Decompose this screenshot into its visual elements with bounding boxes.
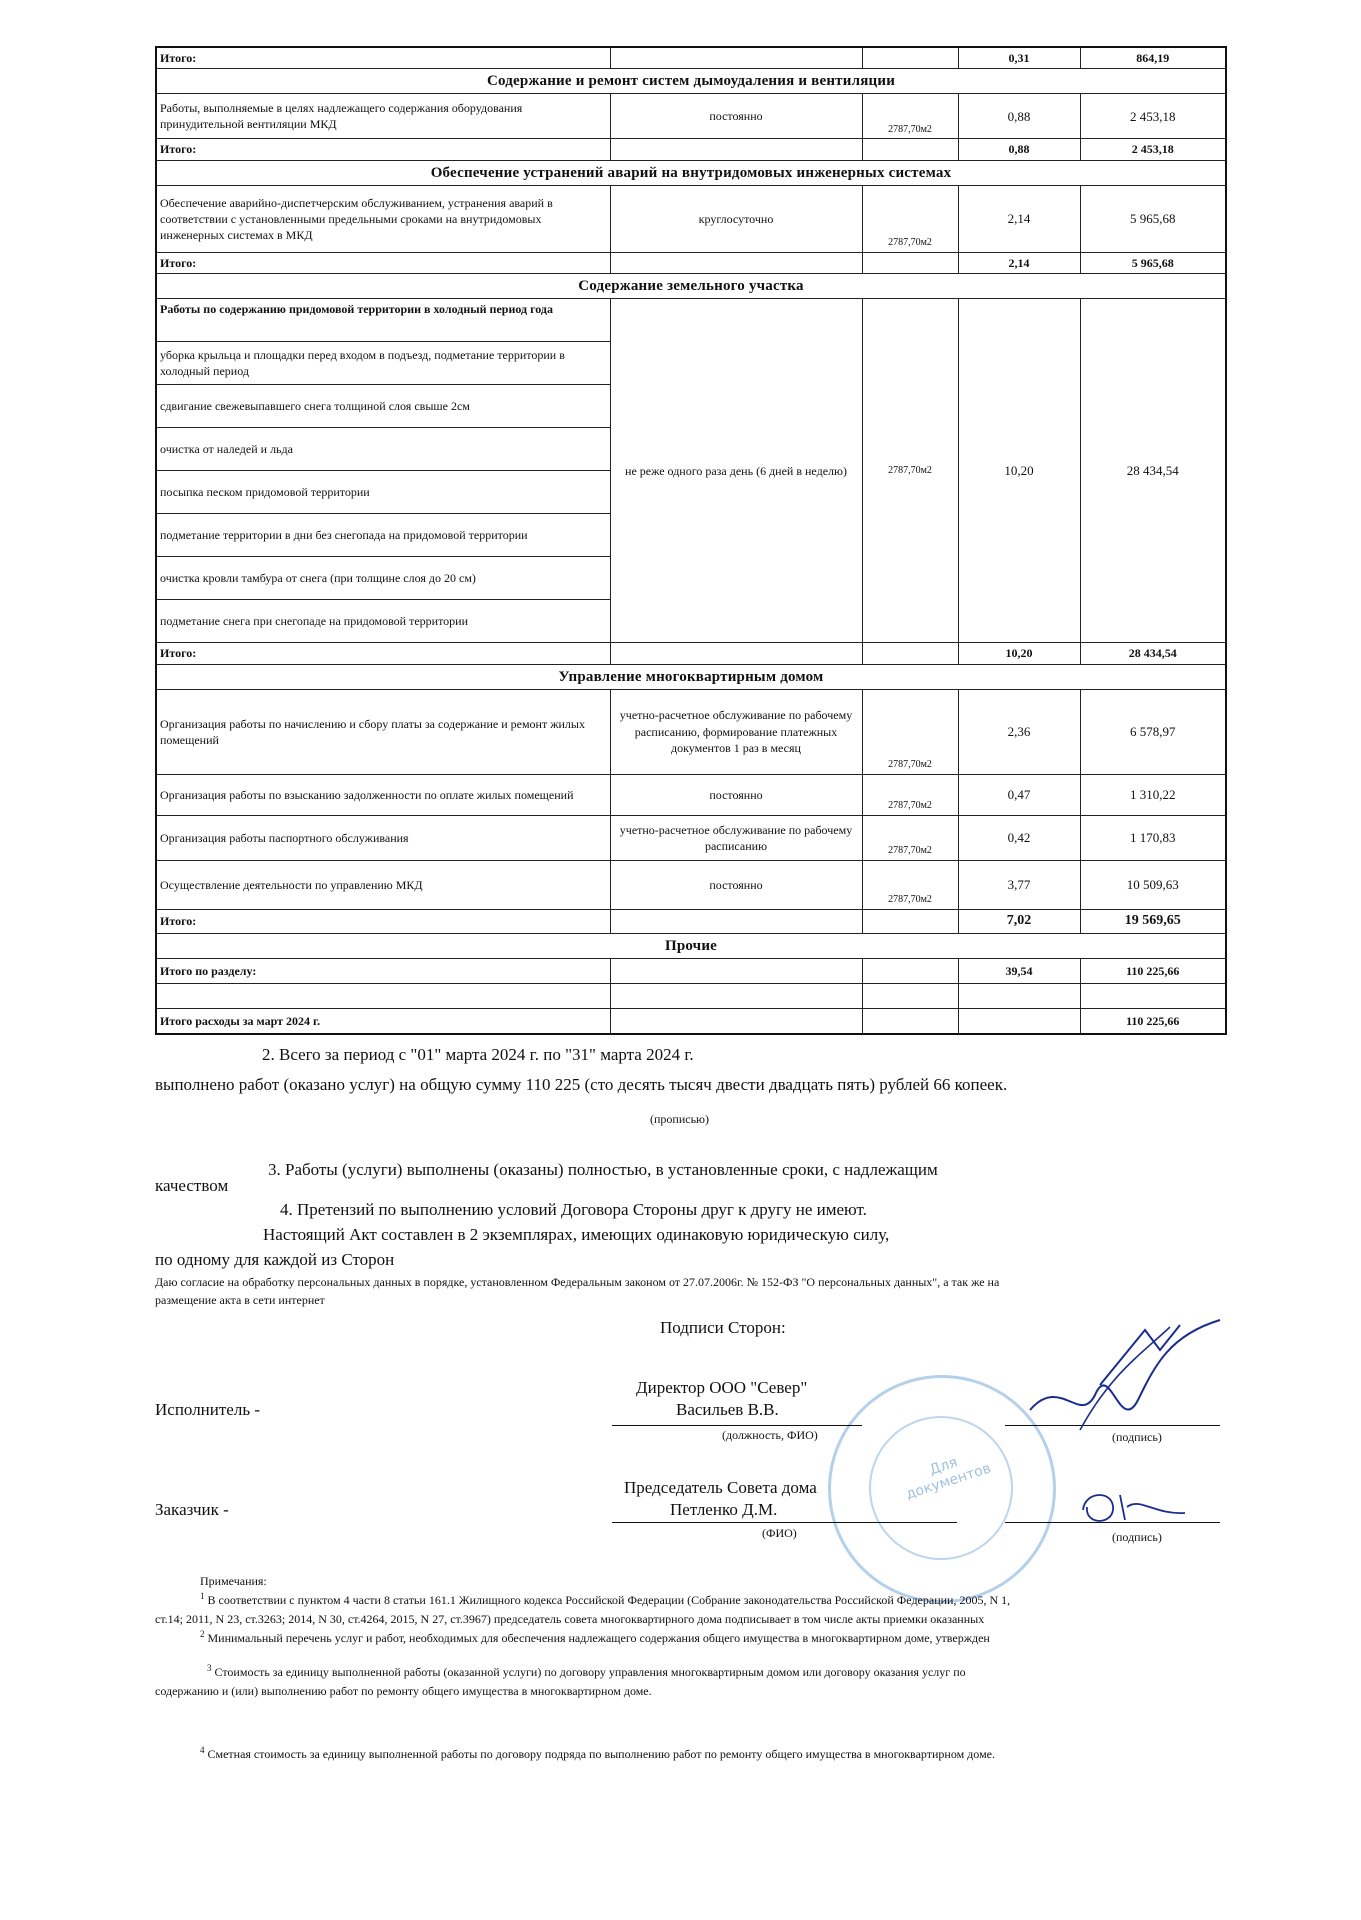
land-header-row (156, 299, 1226, 342)
cell-c3: 2787,70м2 (862, 185, 958, 252)
cell-c1: Итого: (156, 139, 610, 160)
paragraph-3-word: качеством (155, 1176, 229, 1195)
table-row: Организация работы паспортного обслуживания учетно-расчетное обслуживание по рабочему расписанию 2787,70м2 0,42 1 170,83 (156, 815, 1226, 860)
cell-c5: 2 453,18 (1080, 94, 1226, 139)
note-1: $^1$ В соответствии с пунктом 4 части 8 статьи 161.1 Жилищного кодекса Российской Федерации (Собрание законодательства Российской Федерации, 2005, N 1, ст.14; 2011, N 23, ст.3263; 2014, N 30, ст.4264, 2015, N 27, ст.3967) председатель совета многоквартирного дома подписывает в том числе акты приемки оказанных $^2$ Минимальный перечень услуг и работ, необходимых для обеспечения надлежащего содержания общего имущества в многоквартирном доме, утвержден (155, 1591, 1011, 1646)
section-title: Содержание и ремонт систем дымоудаления и вентиляции (156, 69, 1226, 94)
management-block (156, 664, 1226, 1034)
section-row (156, 69, 1226, 94)
total-row (156, 47, 1226, 69)
cell-c2: круглосуточно (610, 185, 862, 252)
executor-position: Директор ООО "Север" (636, 1378, 808, 1397)
cell-c3: 2787,70м2 (862, 94, 958, 139)
section-title: Прочие (156, 933, 1226, 958)
cell-c1: Итого: (156, 252, 610, 273)
land-cost: 28 434,54 (1080, 299, 1226, 643)
cell-c5: 864,19 (1080, 47, 1226, 69)
land-periodicity: не реже одного раза день (6 дней в неделю) (610, 299, 862, 643)
paragraph-5-line1: Настоящий Акт составлен в 2 экземплярах, имеющих одинаковую юридическую силу, (263, 1225, 890, 1244)
land-sub-item: сдвигание свежевыпавшего снега толщиной слоя свыше 2см (156, 385, 610, 428)
cell-c5: 5 965,68 (1080, 252, 1226, 273)
total-row (156, 252, 1226, 273)
land-rate: 10,20 (958, 299, 1080, 643)
cell-c1: Работы, выполняемые в целях надлежащего содержания оборудования принудительной вентиляции МКД (156, 94, 610, 139)
executor-sign-caption: (подпись) (1112, 1430, 1162, 1444)
total-label: Итого: (156, 643, 610, 664)
land-sub-item: посыпка песком придомовой территории (156, 471, 610, 514)
land-sub-item: подметание территории в дни без снегопада на придомовой территории (156, 514, 610, 557)
notes-title: Примечания: (200, 1574, 267, 1588)
section-title: Управление многоквартирным домом (156, 664, 1226, 689)
total-row (156, 139, 1226, 160)
customer-name: Петленко Д.М. (670, 1500, 778, 1519)
land-total-cost: 28 434,54 (1080, 643, 1226, 664)
land-sub-item: очистка кровли тамбура от снега (при толщине слоя до 20 см) (156, 557, 610, 600)
act-sheet (155, 46, 1225, 1035)
section-total-row: Итого по разделу: 39,54 110 225,66 (156, 958, 1226, 983)
stamp: Для документов (828, 1375, 1056, 1603)
land-area: 2787,70м2 (862, 299, 958, 643)
customer-position: Председатель Совета дома (624, 1478, 817, 1497)
customer-signature (1075, 1485, 1195, 1530)
services-table (155, 46, 1227, 1035)
table-row: Организация работы по взысканию задолженности по оплате жилых помещений постоянно 2787,70м2 0,47 1 310,22 (156, 774, 1226, 815)
executor-name: Васильев В.В. (676, 1400, 779, 1419)
executor-caption: (должность, ФИО) (722, 1428, 818, 1442)
table-row: Организация работы по начислению и сбору платы за содержание и ремонт жилых помещений учетно-расчетное обслуживание по рабочему расписанию, формирование платежных документов 1 раз в месяц 2787,70м2 2,36 6 578,97 (156, 689, 1226, 774)
section-row (156, 160, 1226, 185)
cell-c2: постоянно (610, 94, 862, 139)
cell-c4: 0,31 (958, 47, 1080, 69)
table-body-top (156, 47, 1226, 299)
executor-label: Исполнитель - (155, 1400, 260, 1419)
paragraph-5-line2: по одному для каждой из Сторон (155, 1250, 395, 1269)
management-total-row: Итого: 7,02 19 569,65 (156, 909, 1226, 933)
cell-c4: 0,88 (958, 94, 1080, 139)
section-title: Содержание земельного участка (156, 274, 1226, 299)
land-total-rate: 10,20 (958, 643, 1080, 664)
customer-sign-caption: (подпись) (1112, 1530, 1162, 1544)
customer-label: Заказчик - (155, 1500, 229, 1519)
paragraph-4: 4. Претензий по выполнению условий Договора Стороны друг к другу не имеют. (280, 1200, 867, 1219)
land-sub-item: уборка крыльца и площадки перед входом в подъезд, подметание территории в холодный период (156, 342, 610, 385)
cell-c1: Итого: (156, 47, 610, 69)
note-3: $^3$ Стоимость за единицу выполненной работы (оказанной услуги) по договору управления многоквартирным домом или договору оказания услуг по содержанию и (или) выполнению работ по ремонту общего имущества в многоквартирном доме. (155, 1663, 966, 1698)
cell-c4: 2,14 (958, 185, 1080, 252)
land-total-row (156, 643, 1226, 664)
section-row (156, 274, 1226, 299)
signatures-title: Подписи Сторон: (660, 1318, 786, 1337)
in-words-caption: (прописью) (650, 1112, 710, 1126)
executor-line (612, 1425, 862, 1426)
land-header: Работы по содержанию придомовой территории в холодный период года (156, 299, 610, 342)
consent-line1: Даю согласие на обработку персональных данных в порядке, установленном Федеральным законом от 27.07.2006г. № 152-ФЗ "О персональных данных", а так же на (155, 1275, 1000, 1289)
table-row (156, 185, 1226, 252)
cell-c5: 5 965,68 (1080, 185, 1226, 252)
land-sub-item: подметание снега при снегопаде на придомовой территории (156, 600, 610, 643)
paragraph-3: 3. Работы (услуги) выполнены (оказаны) полностью, в установленные сроки, с надлежащим (268, 1160, 938, 1179)
cell-c4: 0,88 (958, 139, 1080, 160)
cell-c5: 2 453,18 (1080, 139, 1226, 160)
table-row: Осуществление деятельности по управлению МКД постоянно 2787,70м2 3,77 10 509,63 (156, 860, 1226, 909)
consent-line2: размещение акта в сети интернет (155, 1293, 325, 1307)
customer-caption: (ФИО) (762, 1526, 797, 1540)
cell-c4: 2,14 (958, 252, 1080, 273)
land-sub-item: очистка от наледей и льда (156, 428, 610, 471)
month-total-row: Итого расходы за март 2024 г. 110 225,66 (156, 1008, 1226, 1034)
customer-line (612, 1522, 957, 1523)
executor-signature (1020, 1315, 1225, 1450)
table-row (156, 94, 1226, 139)
cell-c1: Обеспечение аварийно-диспетчерским обслуживанием, устранения аварий в соответствии с установленными предельными сроками на внутридомовых инженерных системах в МКД (156, 185, 610, 252)
paragraph-2-line2: выполнено работ (оказано услуг) на общую сумму 110 225 (сто десять тысяч двести двадцать пять) рублей 66 копеек. (155, 1075, 1008, 1094)
paragraph-2-line1: 2. Всего за период с "01" марта 2024 г. по "31" марта 2024 г. (262, 1045, 694, 1064)
section-title: Обеспечение устранений аварий на внутридомовых инженерных системах (156, 160, 1226, 185)
land-block (156, 299, 1226, 664)
note-4: $^4$ Сметная стоимость за единицу выполненной работы по договору подряда по выполнению работ по ремонту общего имущества в многоквартирном доме. (200, 1745, 995, 1761)
